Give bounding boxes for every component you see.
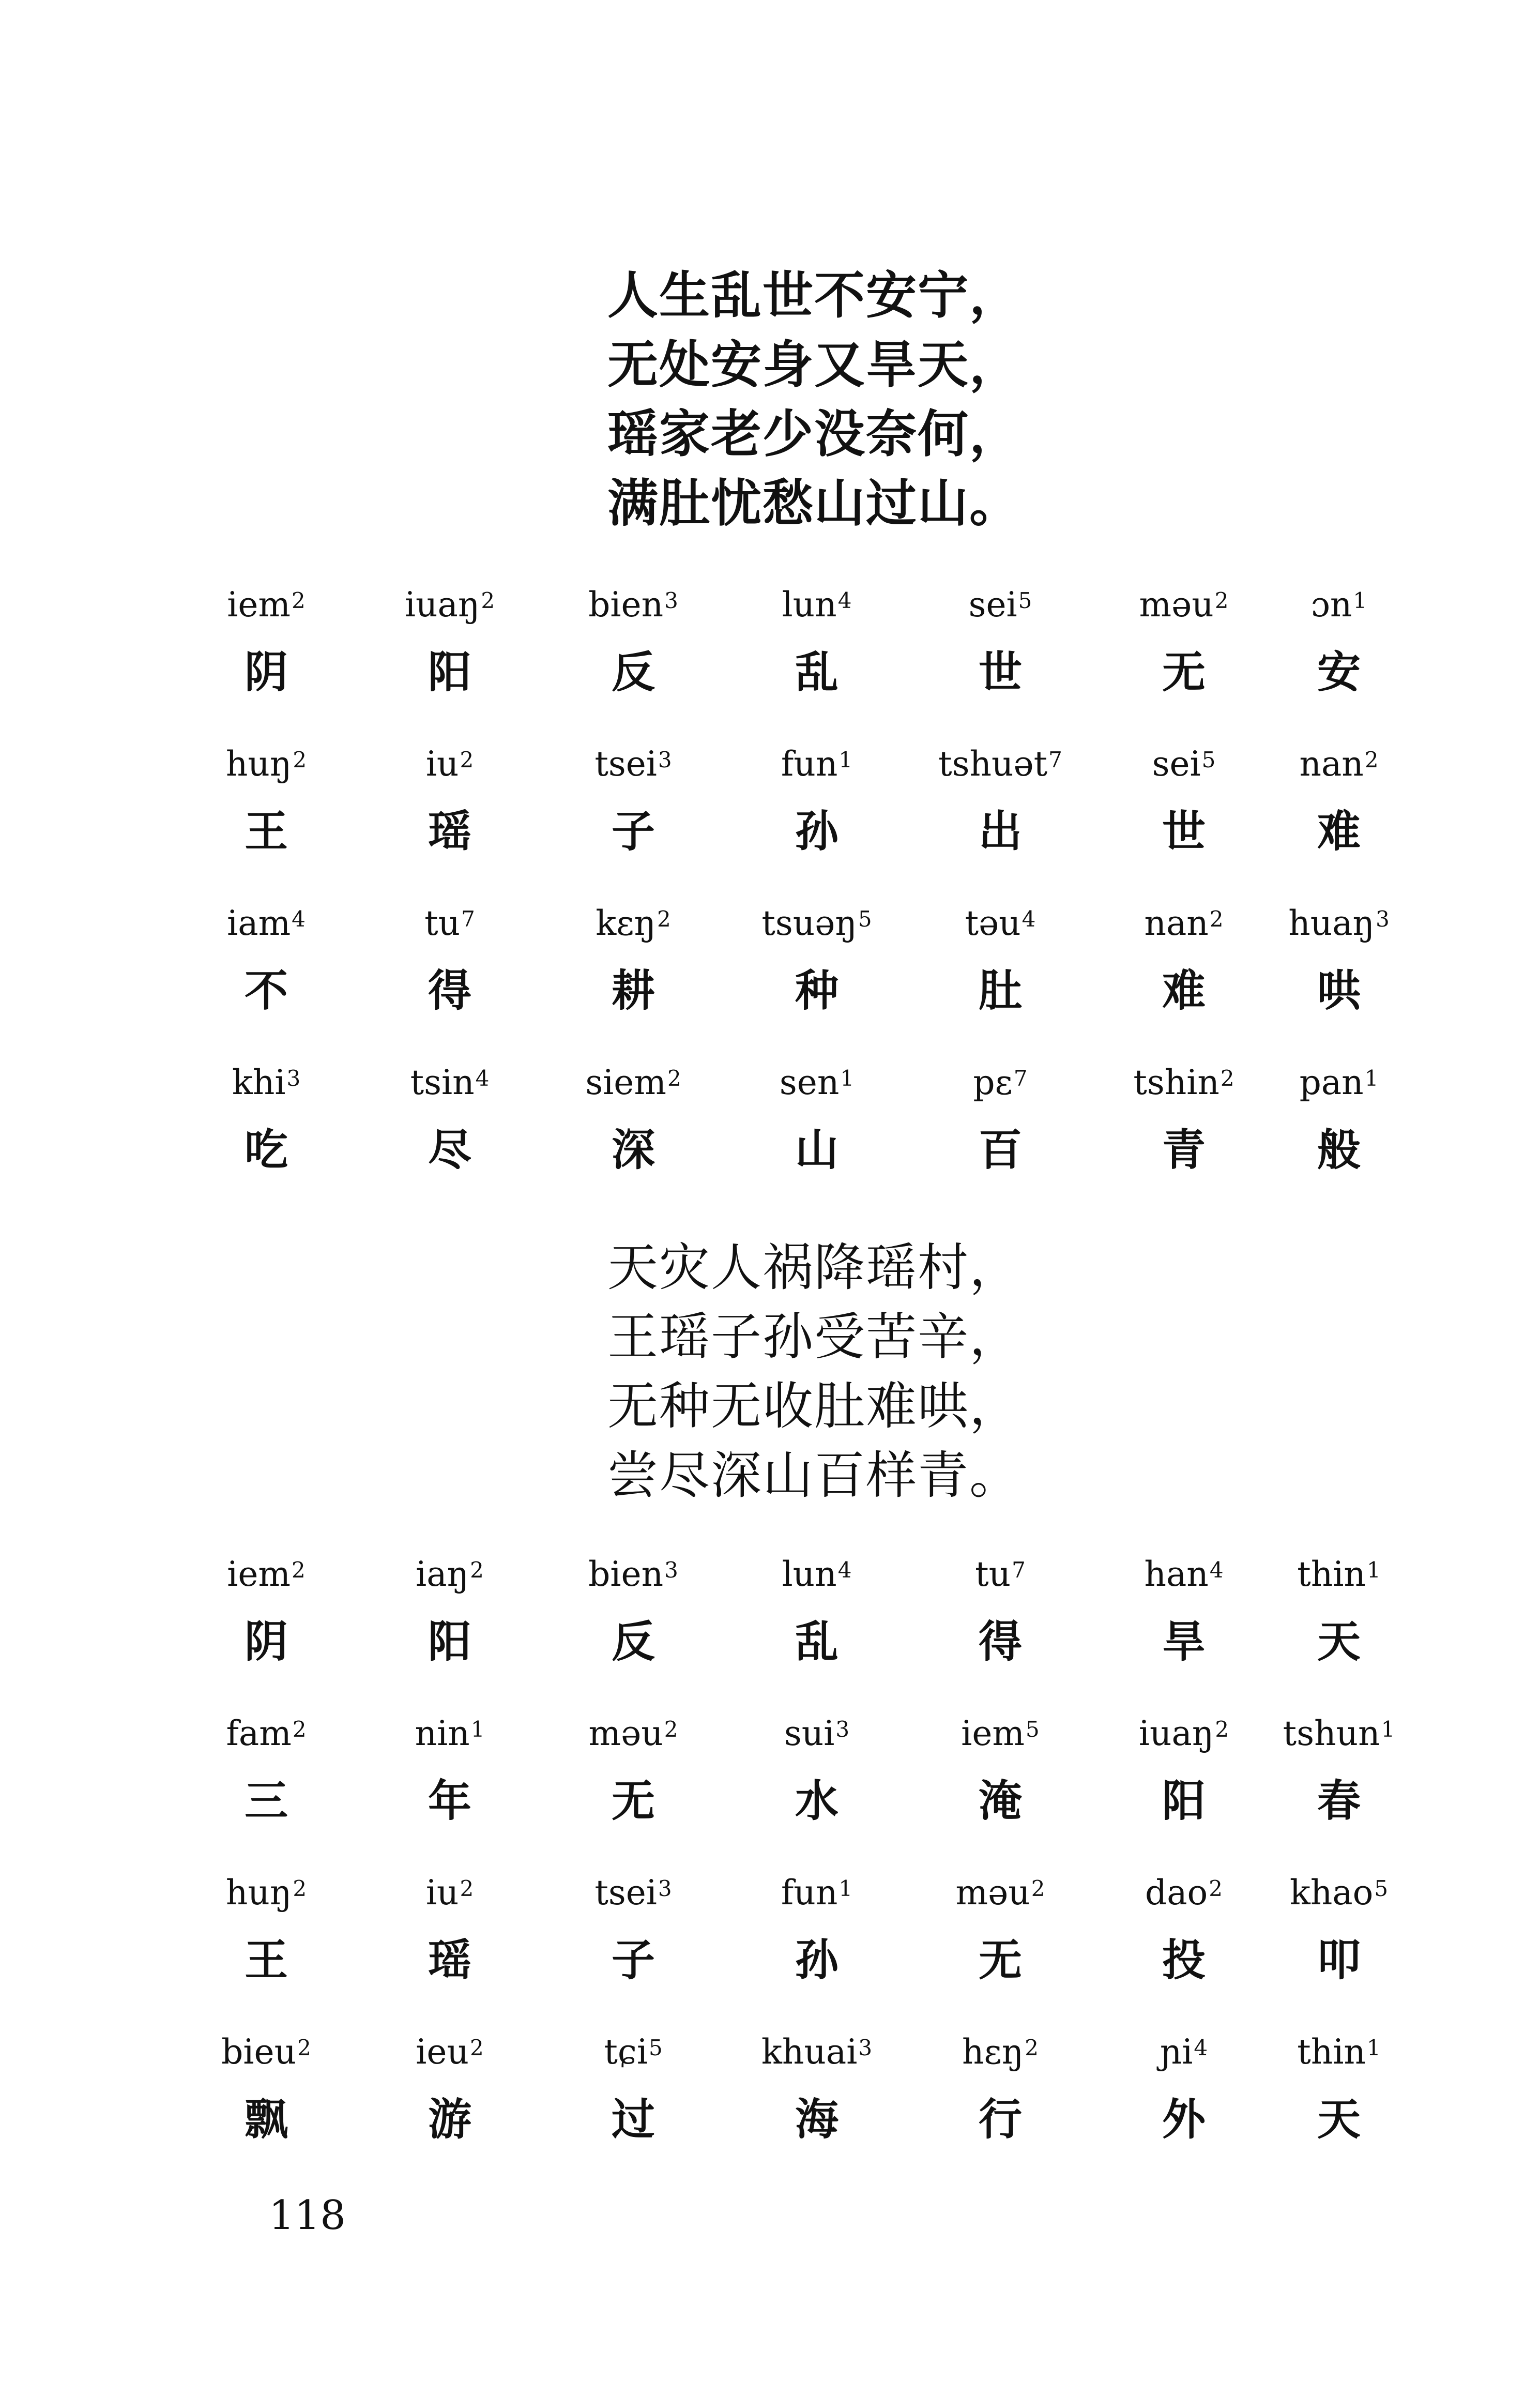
romanization: iem$^5$ xyxy=(961,1713,1040,1753)
word-cell xyxy=(1251,898,1427,1022)
word-cell xyxy=(912,579,1088,703)
romanization: tsei$^3$ xyxy=(594,1873,672,1913)
romanization: huŋ$^2$ xyxy=(225,744,307,784)
romanization: dao$^2$ xyxy=(1145,1873,1223,1913)
hanzi: 不 xyxy=(244,965,288,1016)
hanzi: 乱 xyxy=(795,1616,838,1667)
word-cell xyxy=(912,1867,1088,1991)
hanzi: 阳 xyxy=(428,647,471,697)
word-cell xyxy=(178,1549,354,1673)
verse-line: 天灾人祸降瑶村， xyxy=(607,1238,1021,1297)
hanzi: 无 xyxy=(611,1776,655,1826)
word-cell xyxy=(362,1057,538,1181)
hanzi: 年 xyxy=(428,1776,471,1826)
romanization: khuai$^3$ xyxy=(761,2032,873,2072)
romanization: huaŋ$^3$ xyxy=(1288,903,1390,943)
romanization: məu$^2$ xyxy=(588,1713,678,1753)
romanization: iem$^2$ xyxy=(227,585,306,625)
romanization: iaŋ$^2$ xyxy=(416,1554,484,1594)
word-cell xyxy=(1251,1708,1427,1832)
hanzi: 阴 xyxy=(244,1616,288,1667)
hanzi: 耕 xyxy=(611,965,655,1016)
romanization: ɔn$^1$ xyxy=(1310,585,1367,625)
romanization: fam$^2$ xyxy=(226,1713,307,1753)
word-cell xyxy=(729,738,905,862)
word-cell xyxy=(362,1549,538,1673)
romanization: nan$^2$ xyxy=(1144,903,1224,943)
word-cell xyxy=(545,1549,721,1673)
word-cell xyxy=(1096,2026,1272,2150)
word-cell xyxy=(178,1867,354,1991)
word-cell xyxy=(912,1708,1088,1832)
word-cell xyxy=(178,2026,354,2150)
hanzi: 般 xyxy=(1317,1125,1361,1175)
romanization: bien$^3$ xyxy=(588,1554,678,1594)
word-cell xyxy=(545,898,721,1022)
romanization: $tu^7$ xyxy=(424,903,475,943)
romanization: bien$^3$ xyxy=(588,585,678,625)
hanzi: 无 xyxy=(978,1935,1022,1985)
word-cell xyxy=(1096,898,1272,1022)
word-cell xyxy=(1096,579,1272,703)
romanization: iem$^2$ xyxy=(227,1554,306,1594)
hanzi: 子 xyxy=(611,1935,655,1985)
hanzi: 反 xyxy=(611,647,655,697)
romanization: fun$^1$ xyxy=(781,1873,853,1913)
hanzi: 外 xyxy=(1162,2094,1206,2145)
romanization: nan$^2$ xyxy=(1299,744,1379,784)
hanzi: 子 xyxy=(611,806,655,857)
hanzi: 山 xyxy=(795,1125,838,1175)
word-cell xyxy=(545,2026,721,2150)
romanization: ɲi$^4$ xyxy=(1160,2032,1208,2072)
interlinear-row xyxy=(0,1549,1540,1708)
verse-line: 满肚忧愁山过山。 xyxy=(607,474,1021,533)
romanization: siem$^2$ xyxy=(585,1063,681,1102)
romanization: tshuət$^7$ xyxy=(938,744,1062,784)
word-cell xyxy=(1096,1867,1272,1991)
romanization: sei$^5$ xyxy=(968,585,1032,625)
word-cell xyxy=(912,2026,1088,2150)
verse-line: 尝尽深山百样青。 xyxy=(607,1446,1021,1505)
romanization: tshun$^1$ xyxy=(1283,1713,1395,1753)
romanization: hɛŋ$^2$ xyxy=(962,2032,1039,2072)
hanzi: 出 xyxy=(978,806,1022,857)
romanization: lun$^4$ xyxy=(782,1554,852,1594)
word-cell xyxy=(729,898,905,1022)
hanzi: 百 xyxy=(978,1125,1022,1175)
word-cell xyxy=(178,738,354,862)
verse-line: 无处安身又旱天， xyxy=(607,335,1021,395)
romanization: məu$^2$ xyxy=(955,1873,1045,1913)
hanzi: 王 xyxy=(244,1935,288,1985)
hanzi: 孙 xyxy=(795,1935,838,1985)
word-cell xyxy=(729,2026,905,2150)
hanzi: 水 xyxy=(795,1776,838,1826)
romanization: kɛŋ$^2$ xyxy=(596,903,671,943)
word-cell xyxy=(1096,1549,1272,1673)
word-cell xyxy=(545,738,721,862)
word-cell xyxy=(1096,1708,1272,1832)
word-cell xyxy=(545,1708,721,1832)
romanization: pan$^1$ xyxy=(1299,1063,1379,1102)
romanization: $iu^2$ xyxy=(425,1873,474,1913)
word-cell xyxy=(912,1549,1088,1673)
hanzi: 王 xyxy=(244,806,288,857)
hanzi: 旱 xyxy=(1162,1616,1206,1667)
romanization: tshin$^2$ xyxy=(1133,1063,1234,1102)
romanization: nin$^1$ xyxy=(415,1713,485,1753)
word-cell xyxy=(362,898,538,1022)
interlinear-row xyxy=(0,2026,1540,2186)
romanization: təu$^4$ xyxy=(965,903,1036,943)
hanzi: 行 xyxy=(978,2094,1022,2145)
romanization: tsei$^3$ xyxy=(594,744,672,784)
word-cell xyxy=(178,1057,354,1181)
page-number: 118 xyxy=(269,2192,346,2239)
hanzi: 投 xyxy=(1162,1935,1206,1985)
word-cell xyxy=(729,1549,905,1673)
word-cell xyxy=(1251,1057,1427,1181)
hanzi: 世 xyxy=(978,647,1022,697)
word-cell xyxy=(178,898,354,1022)
romanization: han$^4$ xyxy=(1144,1554,1224,1594)
hanzi: 深 xyxy=(611,1125,655,1175)
word-cell xyxy=(912,738,1088,862)
word-cell xyxy=(729,1708,905,1832)
romanization: khi$^3$ xyxy=(232,1063,301,1102)
word-cell xyxy=(1251,2026,1427,2150)
hanzi: 天 xyxy=(1317,2094,1361,2145)
romanization: $tu^7$ xyxy=(975,1554,1026,1594)
verse-line: 王瑶子孙受苦辛， xyxy=(607,1308,1021,1367)
interlinear-row xyxy=(0,898,1540,1057)
hanzi: 反 xyxy=(611,1616,655,1667)
romanization: thin$^1$ xyxy=(1297,2032,1381,2072)
romanization: iam$^4$ xyxy=(227,903,306,943)
hanzi: 吃 xyxy=(244,1125,288,1175)
hanzi: 阴 xyxy=(244,647,288,697)
hanzi: 世 xyxy=(1162,806,1206,857)
hanzi: 肚 xyxy=(978,965,1022,1016)
word-cell xyxy=(729,579,905,703)
word-cell xyxy=(545,1057,721,1181)
word-cell xyxy=(545,1867,721,1991)
word-cell xyxy=(1251,1867,1427,1991)
romanization: khao$^5$ xyxy=(1289,1873,1389,1913)
hanzi: 无 xyxy=(1162,647,1206,697)
romanization: iuaŋ$^2$ xyxy=(404,585,495,625)
word-cell xyxy=(362,579,538,703)
hanzi: 阳 xyxy=(1162,1776,1206,1826)
hanzi: 淹 xyxy=(978,1776,1022,1826)
interlinear-row xyxy=(0,1867,1540,2026)
romanization: lun$^4$ xyxy=(782,585,852,625)
romanization: sui$^3$ xyxy=(784,1713,850,1753)
verse-line: 瑶家老少没奈何， xyxy=(607,404,1021,464)
romanization: fun$^1$ xyxy=(781,744,853,784)
romanization: tɕi$^5$ xyxy=(604,2032,663,2072)
hanzi: 得 xyxy=(978,1616,1022,1667)
interlinear-block-2 xyxy=(0,1549,1540,2186)
word-cell xyxy=(545,579,721,703)
romanization: iuaŋ$^2$ xyxy=(1138,1713,1229,1753)
hanzi: 瑶 xyxy=(428,1935,471,1985)
word-cell xyxy=(362,738,538,862)
hanzi: 天 xyxy=(1317,1616,1361,1667)
word-cell xyxy=(178,579,354,703)
hanzi: 春 xyxy=(1317,1776,1361,1826)
hanzi: 哄 xyxy=(1317,965,1361,1016)
word-cell xyxy=(729,1057,905,1181)
interlinear-row xyxy=(0,738,1540,898)
word-cell xyxy=(1096,1057,1272,1181)
romanization: tsin$^4$ xyxy=(410,1063,490,1102)
hanzi: 游 xyxy=(428,2094,471,2145)
romanization: huŋ$^2$ xyxy=(225,1873,307,1913)
romanization: sen$^1$ xyxy=(779,1063,855,1102)
interlinear-row xyxy=(0,1057,1540,1216)
romanization: sei$^5$ xyxy=(1152,744,1216,784)
hanzi: 难 xyxy=(1162,965,1206,1016)
romanization: ieu$^2$ xyxy=(416,2032,484,2072)
romanization: pɛ$^7$ xyxy=(973,1063,1028,1102)
hanzi: 飘 xyxy=(244,2094,288,2145)
verse-stanza-2 xyxy=(607,1233,1279,1510)
hanzi: 得 xyxy=(428,965,471,1016)
hanzi: 乱 xyxy=(795,647,838,697)
hanzi: 瑶 xyxy=(428,806,471,857)
word-cell xyxy=(362,2026,538,2150)
verse-stanza-1 xyxy=(607,261,1279,538)
romanization: bieu$^2$ xyxy=(221,2032,311,2072)
hanzi: 青 xyxy=(1162,1125,1206,1175)
word-cell xyxy=(1251,1549,1427,1673)
hanzi: 海 xyxy=(795,2094,838,2145)
romanization: thin$^1$ xyxy=(1297,1554,1381,1594)
hanzi: 孙 xyxy=(795,806,838,857)
word-cell xyxy=(912,898,1088,1022)
romanization: $iu^2$ xyxy=(425,744,474,784)
hanzi: 叩 xyxy=(1317,1935,1361,1985)
word-cell xyxy=(912,1057,1088,1181)
word-cell xyxy=(362,1867,538,1991)
hanzi: 种 xyxy=(795,965,838,1016)
word-cell xyxy=(1251,579,1427,703)
interlinear-block-1 xyxy=(0,579,1540,1216)
interlinear-row xyxy=(0,1708,1540,1867)
verse-line: 无种无收肚难哄， xyxy=(607,1377,1021,1436)
hanzi: 过 xyxy=(611,2094,655,2145)
hanzi: 阳 xyxy=(428,1616,471,1667)
word-cell xyxy=(1251,738,1427,862)
hanzi: 难 xyxy=(1317,806,1361,857)
hanzi: 三 xyxy=(244,1776,288,1826)
word-cell xyxy=(1096,738,1272,862)
word-cell xyxy=(362,1708,538,1832)
hanzi: 尽 xyxy=(428,1125,471,1175)
word-cell xyxy=(178,1708,354,1832)
romanization: məu$^2$ xyxy=(1139,585,1229,625)
hanzi: 安 xyxy=(1317,647,1361,697)
word-cell xyxy=(729,1867,905,1991)
romanization: tsuəŋ$^5$ xyxy=(761,903,872,943)
interlinear-row xyxy=(0,579,1540,738)
verse-line: 人生乱世不安宁， xyxy=(607,266,1021,325)
